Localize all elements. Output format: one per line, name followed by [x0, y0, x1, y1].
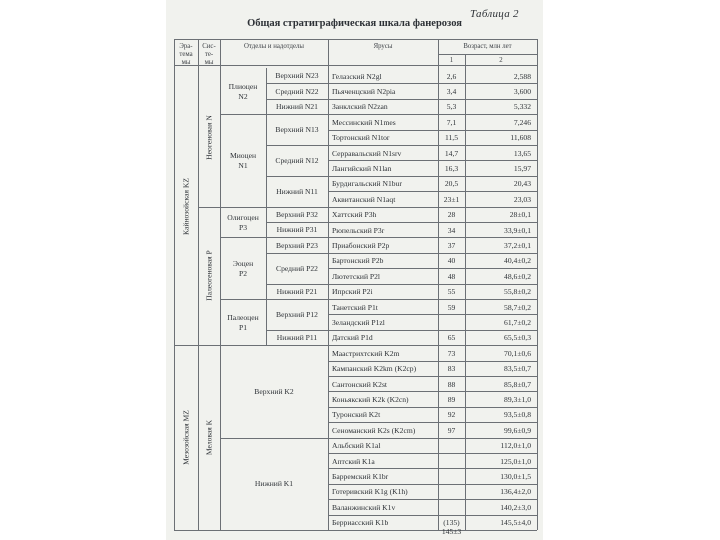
stage-name: Мессинский N1mes: [332, 117, 396, 127]
stage-name: Аквитанский N1aqt: [332, 194, 396, 204]
table-rule-horizontal: [266, 284, 328, 285]
age-value-2: 83,5±0,7: [504, 364, 531, 374]
age-value-1: 14,7: [444, 148, 459, 158]
table-rule-horizontal: [266, 176, 328, 177]
age-value-1: 16,3: [444, 163, 459, 173]
series-label: Средний N12: [275, 155, 319, 165]
stage-name: Маастрихтский K2m: [332, 348, 400, 358]
age-value-2: 3,600: [513, 86, 531, 96]
age-value-1: 5,3: [446, 102, 457, 112]
table-rule-vertical: [198, 39, 199, 530]
table-rule-horizontal: [328, 453, 537, 454]
age-value-1: 40: [447, 256, 456, 266]
table-rule-horizontal: [328, 268, 537, 269]
table-number: Таблица 2: [470, 8, 519, 20]
table-rule-horizontal: [328, 145, 537, 146]
series-label: Верхний N23: [275, 71, 319, 81]
system-label: Меловая K: [204, 419, 214, 456]
table-rule-horizontal: [328, 468, 537, 469]
age-value-2: 85,8±0,7: [504, 379, 531, 389]
header-stages: Ярусы: [373, 43, 393, 50]
age-value-1: 92: [447, 410, 456, 420]
stage-name: Туронский K2t: [332, 410, 381, 420]
age-value-2: 55,8±0,2: [504, 287, 531, 297]
table-title: Общая стратиграфическая шкала фанерозоя: [247, 18, 462, 29]
age-value-1: 37: [447, 240, 456, 250]
table-rule-horizontal: [328, 253, 537, 254]
stage-name: Сеноманский K2s (K2cm): [332, 425, 416, 435]
series-label: Верхний P32: [276, 209, 318, 219]
stage-name: Тортонский N1tor: [332, 133, 390, 143]
age-value-2: 130,0±1,5: [500, 471, 531, 481]
header-age: Возраст, млн лет: [463, 43, 512, 50]
table-rule-horizontal: [328, 515, 537, 516]
epoch-label: P2: [238, 268, 248, 278]
epoch-label: Миоцен: [229, 150, 257, 160]
table-rule-horizontal: [328, 499, 537, 500]
age-value-2: 33,9±0,1: [504, 225, 531, 235]
age-value-1: 20,5: [444, 179, 459, 189]
age-value-2: 58,7±0,2: [504, 302, 531, 312]
system-label: Палеогеновая P: [204, 250, 214, 302]
table-rule-horizontal: [328, 407, 537, 408]
age-value-2: 112,0±1,0: [500, 441, 531, 451]
stage-name: Хаттский P3h: [332, 210, 377, 220]
table-rule-horizontal: [220, 345, 328, 346]
table-rule-horizontal: [266, 330, 328, 331]
series-label: Нижний N11: [276, 186, 318, 196]
table-rule-horizontal: [266, 145, 328, 146]
age-value-2: 2,588: [513, 71, 531, 81]
stage-name: Барремский K1br: [332, 471, 389, 481]
table-rule-horizontal: [328, 314, 537, 315]
age-value-2: 15,97: [513, 163, 531, 173]
stage-name: Альбский K1al: [332, 441, 381, 451]
series-label: Средний P22: [276, 263, 318, 273]
header-system: Сис- те- мы: [202, 43, 216, 66]
stage-name: Валанжинский K1v: [332, 502, 396, 512]
age-value-1: 2,6: [446, 71, 457, 81]
series-label: Верхний K2: [254, 386, 294, 396]
table-rule-horizontal: [266, 237, 328, 238]
table-rule-horizontal: [328, 207, 537, 208]
stage-name: Ипрский P2i: [332, 287, 373, 297]
age-value-1: 48: [447, 271, 456, 281]
age-value-2: 11,608: [510, 133, 531, 143]
age-value-2: 70,1±0,6: [504, 348, 531, 358]
epoch-label: Эоцен: [232, 258, 254, 268]
epoch-label: N1: [238, 160, 248, 170]
table-rule-horizontal: [328, 83, 537, 84]
age-value-2: 28±0,1: [509, 210, 531, 220]
era-label: Кайнозойская KZ: [181, 178, 191, 236]
table-rule-horizontal: [328, 391, 537, 392]
series-label: Нижний N21: [276, 102, 318, 111]
stage-name: Бартонский P2b: [332, 256, 384, 266]
series-label: Нижний P11: [276, 333, 318, 342]
age-value-1: 34: [447, 225, 456, 235]
age-value-2: 13,65: [513, 148, 531, 158]
stage-name: Танетский P1t: [332, 302, 378, 312]
age-value-1: 7,1: [446, 117, 457, 127]
stage-name: Зеландский P1zl: [332, 317, 385, 327]
table-rule-vertical: [537, 39, 538, 530]
stage-name: Готеривский K1g (K1h): [332, 487, 408, 497]
age-value-2: 61,7±0,2: [504, 317, 531, 327]
age-value-1: (135): [443, 518, 460, 528]
stage-name: Приабонский P2p: [332, 240, 390, 250]
header-era: Эра- тема мы: [179, 43, 193, 66]
table-rule-horizontal: [328, 361, 537, 362]
table-rule-horizontal: [220, 237, 266, 238]
stage-name: Занклский N2zan: [332, 102, 388, 112]
age-value-1: 11,5: [444, 133, 458, 143]
table-rule-horizontal: [328, 376, 537, 377]
table-rule-horizontal: [328, 299, 537, 300]
age-value-2: 125,0±1,0: [500, 456, 531, 466]
age-value-1: 145±3: [441, 527, 462, 536]
stage-name: Кампанский K2km (K2cp): [332, 364, 417, 374]
age-value-2: 99,6±0,9: [504, 425, 531, 435]
age-value-1: 3,4: [446, 86, 457, 96]
table-rule-horizontal: [328, 160, 537, 161]
age-value-2: 48,6±0,2: [504, 271, 531, 281]
table-rule-horizontal: [328, 284, 537, 285]
table-rule-horizontal: [328, 222, 537, 223]
epoch-label: N2: [238, 91, 248, 101]
stage-name: Сантонский K2st: [332, 379, 388, 389]
table-rule-horizontal: [266, 253, 328, 254]
table-rule-horizontal: [266, 114, 328, 115]
stage-name: Гелазский N2gl: [332, 71, 382, 81]
epoch-label: P3: [238, 222, 248, 232]
age-value-2: 23,03: [513, 194, 531, 204]
age-value-2: 20,43: [513, 179, 531, 189]
epoch-label: Олигоцен: [227, 212, 259, 222]
epoch-label: Плиоцен: [228, 81, 258, 91]
table-rule-horizontal: [328, 176, 537, 177]
age-value-2: 7,246: [513, 117, 531, 127]
series-label: Нижний P31: [276, 225, 318, 235]
table-rule-horizontal: [266, 299, 328, 300]
age-value-2: 93,5±0,8: [504, 410, 531, 420]
epoch-label: Палеоцен: [227, 312, 259, 322]
stage-name: Коньякский K2k (K2cn): [332, 394, 409, 404]
age-value-1: 59: [447, 302, 456, 312]
series-label: Верхний N13: [275, 125, 319, 135]
stage-name: Датский P1d: [332, 333, 373, 343]
table-rule-horizontal: [174, 39, 537, 40]
table-rule-horizontal: [328, 438, 537, 439]
system-label: Неогеновая N: [204, 114, 214, 160]
table-rule-horizontal: [266, 99, 328, 100]
table-rule-horizontal: [220, 207, 266, 208]
age-value-1: 97: [447, 425, 456, 435]
table-rule-horizontal: [220, 299, 266, 300]
age-value-1: 83: [447, 364, 456, 374]
table-rule-horizontal: [328, 237, 537, 238]
age-value-1: 23±1: [443, 194, 460, 204]
table-rule-horizontal: [266, 207, 328, 208]
table-rule-horizontal: [328, 330, 537, 331]
table-rule-horizontal: [220, 114, 266, 115]
table-rule-vertical: [174, 39, 175, 530]
table-rule-horizontal: [328, 114, 537, 115]
series-label: Нижний P21: [276, 286, 318, 296]
table-rule-horizontal: [328, 345, 537, 346]
table-rule-horizontal: [220, 438, 328, 439]
table-rule-horizontal: [328, 191, 537, 192]
series-label: Нижний K1: [254, 479, 294, 489]
table-rule-horizontal: [328, 422, 537, 423]
stage-name: Пьяченцский N2pia: [332, 86, 396, 96]
age-value-2: 89,3±1,0: [504, 394, 531, 404]
table-rule-horizontal: [174, 65, 537, 66]
age-value-2: 140,2±3,0: [500, 502, 531, 512]
table-rule-horizontal: [266, 83, 328, 84]
age-value-2: 136,4±2,0: [500, 487, 531, 497]
series-label: Средний N22: [275, 86, 319, 96]
table-rule-vertical: [220, 39, 221, 530]
book-page: [166, 0, 543, 540]
age-value-1: 65: [447, 333, 456, 343]
age-value-2: 40,4±0,2: [504, 256, 531, 266]
table-rule-horizontal: [328, 484, 537, 485]
age-value-2: 5,332: [513, 102, 531, 112]
epoch-label: P1: [238, 322, 248, 332]
age-value-1: 88: [447, 379, 456, 389]
table-rule-horizontal: [438, 54, 537, 55]
table-rule-horizontal: [174, 530, 537, 531]
header-age-col2: 2: [499, 57, 503, 64]
age-value-2: 145,5±4,0: [500, 518, 531, 528]
table-rule-horizontal: [328, 99, 537, 100]
stage-name: Лангийский N1lan: [332, 163, 392, 173]
age-value-2: 37,2±0,1: [504, 240, 531, 250]
stage-name: Бурдигальский N1bur: [332, 179, 402, 189]
header-series: Отделы и надотделы: [244, 43, 304, 50]
table-rule-horizontal: [328, 130, 537, 131]
age-value-1: 55: [447, 287, 456, 297]
series-label: Верхний P12: [276, 309, 318, 319]
age-value-2: 65,5±0,3: [504, 333, 531, 343]
era-label: Мезозойская MZ: [181, 410, 191, 465]
series-label: Верхний P23: [276, 240, 318, 250]
table-rule-horizontal: [266, 222, 328, 223]
stage-name: Рюпельский P3r: [332, 225, 385, 235]
age-value-1: 28: [447, 210, 456, 220]
age-value-1: 73: [447, 348, 456, 358]
stage-name: Серравальский N1srv: [332, 148, 402, 158]
stage-name: Аптский K1a: [332, 456, 375, 466]
header-age-col1: 1: [449, 57, 454, 64]
age-value-1: 89: [447, 394, 456, 404]
stage-name: Лютетский P2l: [332, 271, 381, 281]
stage-name: Берриасский K1b: [332, 518, 389, 528]
